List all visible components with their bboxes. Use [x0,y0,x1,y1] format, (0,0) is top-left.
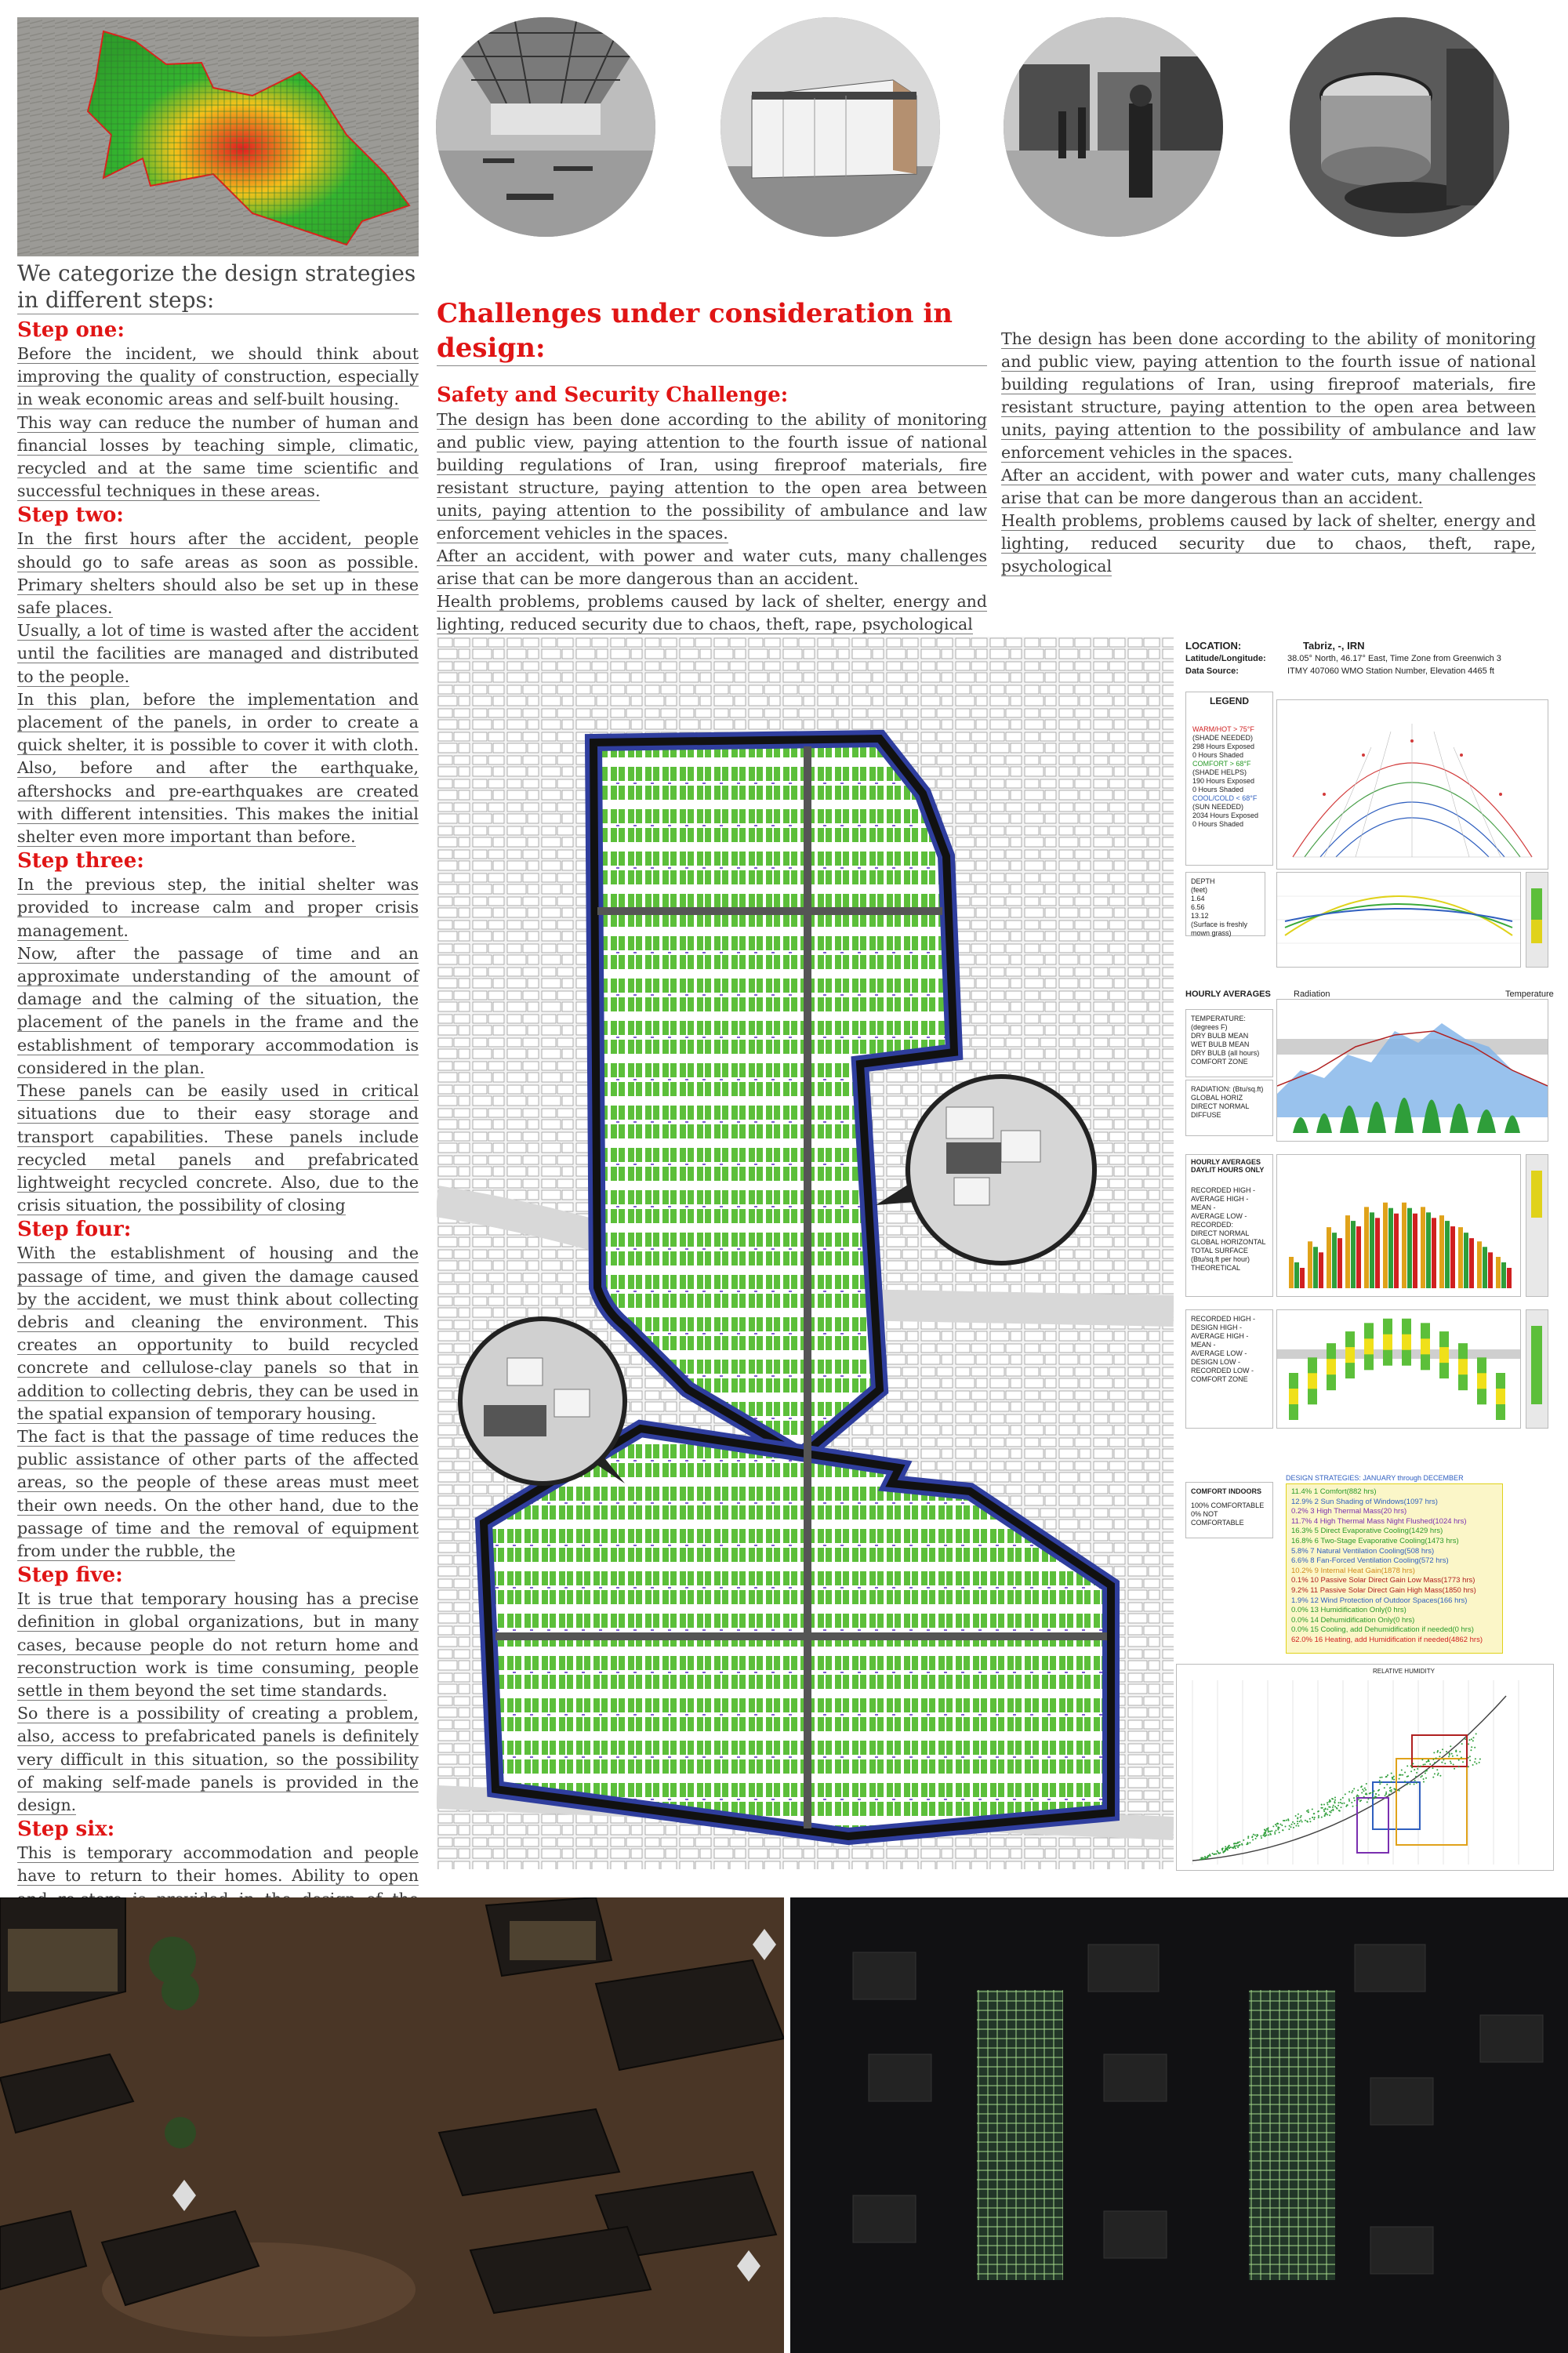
temperature-word: Temperature [1505,989,1554,999]
challenges-paragraph: The design has been done according to the ability of monitoring and public view, paying attention to the fourth issue of national building regulations of Iran, using fireproof materials, fire resistant structure, paying attention to the open area between units, paying attention to the possibility of ambulance and law enforcement vehicles in the spaces. [437,410,987,543]
legend-line: (SHADE HELPS) [1192,768,1247,776]
challenges-text [437,409,987,636]
legend-line: THEORETICAL [1191,1264,1241,1272]
step-paragraph: In the first hours after the accident, people should go to safe areas as soon as possible. Primary shelters should also be set up in these safe places. [17,529,419,618]
step-paragraph: So there is a possibility of creating a problem, also, access to prefabricated panels is definitely very difficult in this situation, so the possibility of making self-made panels is provided in the design. [17,1704,419,1814]
strategy-line: 0.0% 15 Cooling, add Dehumidification if needed(0 hrs) [1291,1625,1474,1635]
legend-line: (Btu/sq.ft per hour) [1191,1255,1250,1263]
range-scale [1526,1309,1548,1429]
temperature-mean-bar [1421,1338,1430,1354]
climate-analysis-panel [1176,637,1552,1869]
daylit-bar [1388,1208,1393,1288]
daylit-bar [1375,1218,1380,1288]
step-heading: Step five: [17,1563,123,1588]
temperature-range-chart [1276,1309,1521,1429]
legend-line: AVERAGE HIGH - [1191,1195,1249,1203]
container-unit-photo [720,17,940,237]
daylit-bar [1327,1227,1331,1288]
daylit-bar [1402,1203,1406,1288]
legend-line: COMFORT ZONE [1191,1058,1248,1066]
strategy-line: 1.9% 12 Wind Protection of Outdoor Spaces(166 hrs) [1291,1596,1468,1605]
daylit-bar [1469,1238,1474,1288]
legend-line: (SHADE NEEDED) [1192,734,1254,742]
step-body [17,528,419,848]
step-heading: Step six: [17,1817,115,1842]
legend-line: DRY BULB MEAN [1191,1032,1249,1040]
site-plan-graphic [437,637,1174,1869]
safety-subheading: Safety and Security Challenge: [437,383,789,407]
strategy-line: 16.8% 6 Two-Stage Evaporative Cooling(1473 hrs) [1291,1536,1459,1545]
legend-line: DIRECT NORMAL [1191,1102,1250,1110]
hall-interior-photo [436,17,655,237]
daylit-bar [1294,1262,1299,1288]
legend-line: RECORDED: [1191,1221,1234,1229]
step-body [17,1242,419,1563]
legend-line: COMFORT > 68°F [1192,760,1251,768]
daylit-bar [1300,1268,1305,1288]
step-paragraph: The fact is that the passage of time reduces the public assistance of other parts of the affected areas, so the people of these areas must meet their own needs. On the other hand, due to the passage of time and the removal of equipment from under the rubble, the [17,1426,419,1560]
design-steps-column [17,260,419,2025]
step-body [17,343,419,503]
step-heading: Step two: [17,503,124,528]
step-paragraph: Now, after the passage of time and an approximate understanding of the amount of damage and the calming of the situation, the placement of the panels in the frame and the establishment of temporary accommodation is considered in the plan. [17,943,419,1077]
legend-line: 1.64 [1191,895,1205,902]
daylit-bar [1356,1226,1361,1288]
step-paragraph: In the previous step, the initial shelter was provided to increase calm and proper crisis management. [17,875,419,940]
depth-legend [1185,872,1265,936]
daylit-bar [1289,1257,1294,1288]
temperature-mean-bar [1402,1334,1411,1350]
daylit-bar [1308,1241,1312,1288]
daylit-bar [1338,1238,1342,1288]
strategy-line: 0.1% 10 Passive Solar Direct Gain Low Mass(1773 hrs) [1291,1576,1475,1585]
legend-line: RECORDED LOW - [1191,1367,1254,1374]
daylit-bar [1483,1247,1487,1288]
daylit-bar [1496,1257,1501,1288]
legend-items [1192,725,1258,829]
source-row: Data Source: ITMY 407060 WMO Station Number, Elevation 4465 ft [1185,666,1494,676]
temperature-mean-bar [1496,1389,1505,1404]
strategy-line: 10.2% 9 Internal Heat Gain(1878 hrs) [1291,1566,1415,1575]
legend-line: DEPTH [1191,877,1215,885]
challenges-paragraph: Health problems, problems caused by lack of shelter, energy and lighting, reduced security due to chaos, theft, rape, psychological [437,592,987,634]
site-plan [437,637,1174,1869]
right-text-block [1001,328,1536,578]
step-paragraph: Before the incident, we should think about improving the quality of construction, especially in weak economic areas and self-built housing. [17,344,419,409]
strategy-line: 0.2% 3 High Thermal Mass(20 hrs) [1291,1507,1407,1516]
step-body [17,1588,419,1817]
temperature-range-legend [1185,1309,1273,1429]
latlong-row: Latitude/Longitude: 38.05° North, 46.17° East, Time Zone from Greenwich 3 [1185,654,1501,663]
step-paragraph: In this plan, before the implementation and placement of the panels, in order to create a quick shelter, it is possible to cover it with cloth. Also, before and after the earthquake, aftershocks and pre-earthquakes are created with different intensities. This makes the initial shelter even more important than before. [17,689,419,847]
legend-line: (feet) [1191,886,1208,894]
daylit-bar [1383,1203,1388,1288]
step-paragraph: These panels can be easily used in critical situations due to their easy storage and transport capabilities. These panels include recycled metal panels and prefabricated lightweight recycled concrete. Also, due to the crisis situation, the possibility of closing [17,1081,419,1215]
daylit-bar [1426,1212,1431,1288]
daylit-bar [1458,1227,1463,1288]
sun-path-chart [1276,699,1548,870]
strategy-line: 9.2% 11 Passive Solar Direct Gain High Mass(1850 hrs) [1291,1585,1476,1595]
legend-line: 298 Hours Exposed [1192,743,1255,750]
challenges-section [437,296,987,636]
right-paragraph: The design has been done according to the ability of monitoring and public view, paying attention to the fourth issue of national building regulations of Iran, using fireproof materials, fire resistant structure, paying attention to the open area between units, paying attention to the possibility of ambulance and law enforcement vehicles in the spaces. [1001,329,1536,462]
daylit-bar [1370,1212,1374,1288]
ground-temperature-chart [1276,872,1521,968]
legend-box [1185,692,1273,866]
legend-line: 13.12 [1191,912,1209,920]
callout-lower [458,1316,627,1486]
daylit-bar [1439,1215,1444,1288]
comfort-zone-band [1277,1349,1520,1359]
legend-line: DIFFUSE [1191,1111,1221,1119]
design-steps-intro: We categorize the design strategies in different steps: [17,260,419,314]
legend-line: 0 Hours Shaded [1192,820,1244,828]
legend-line: (Surface is freshly mown grass) [1191,921,1248,937]
daylit-bar [1345,1215,1350,1288]
daylit-bar [1421,1207,1425,1288]
radiation-legend [1185,1080,1273,1136]
relative-humidity-label: RELATIVE HUMIDITY [1373,1668,1435,1675]
strategy-line: 5.8% 7 Natural Ventilation Cooling(508 hrs) [1291,1546,1435,1556]
step-body [17,873,419,1217]
temperature-mean-bar [1477,1373,1486,1389]
strategy-line: 12.9% 2 Sun Shading of Windows(1097 hrs) [1291,1497,1438,1506]
temperature-legend [1185,1009,1273,1077]
street-scene-photo [1004,17,1223,237]
step-heading: Step one: [17,318,125,342]
legend-line: 2034 Hours Exposed [1192,812,1259,819]
legend-line: COOL/COLD < 68°F [1192,794,1258,802]
strategy-line: 11.7% 4 High Thermal Mass Night Flushed(1024 hrs) [1291,1516,1467,1526]
legend-line: WARM/HOT > 75°F [1192,725,1254,733]
night-camp-render-perspective [0,1897,784,2353]
right-paragraph: After an accident, with power and water cuts, many challenges arise that can be more dangerous than an accident. [1001,466,1536,507]
daylit-bar [1351,1221,1356,1288]
legend-line: 190 Hours Exposed [1192,777,1255,785]
daylit-bar [1507,1268,1512,1288]
daylit-legend: HOURLY AVERAGES DAYLIT HOURS ONLY RECORDED HIGH - AVERAGE HIGH - MEAN - AVERAGE LOW - RECORDED: DIRECT NORMAL GLOBAL HORIZONTAL TOTAL SURFACE (Btu/sq.ft per hour) THEORETICAL [1185,1154,1273,1297]
barrel-stove-photo [1290,17,1509,237]
temperature-mean-bar [1439,1347,1449,1363]
daylit-bar [1488,1252,1493,1288]
temperature-mean-bar [1289,1389,1298,1404]
step-heading: Step three: [17,849,144,873]
challenges-heading: Challenges under consideration in design: [437,296,987,366]
risk-map-image [17,17,419,256]
legend-line: GLOBAL HORIZ [1191,1094,1243,1102]
daylit-bar [1501,1262,1506,1288]
daylit-bar [1394,1214,1399,1288]
daylit-bar [1364,1207,1369,1288]
daylit-bar [1464,1233,1468,1288]
risk-map-graphic [17,17,419,256]
legend-line: DESIGN LOW - [1191,1358,1241,1366]
legend-line: DIRECT NORMAL [1191,1229,1250,1237]
strategy-line: 11.4% 1 Comfort(882 hrs) [1291,1487,1377,1496]
legend-line: GLOBAL HORIZONTAL [1191,1238,1266,1246]
legend-line: RECORDED HIGH - [1191,1315,1256,1323]
legend-line: AVERAGE HIGH - [1191,1332,1249,1340]
strategy-line: 62.0% 16 Heating, add Humidification if needed(4862 hrs) [1291,1635,1483,1644]
legend-line: 0 Hours Shaded [1192,786,1244,793]
strategy-line: 0.0% 14 Dehumidification Only(0 hrs) [1291,1615,1415,1625]
legend-line: RECORDED HIGH - [1191,1186,1256,1194]
comfort-indoors-box: COMFORT INDOORS 100% COMFORTABLE 0% NOT COMFORTABLE [1185,1482,1273,1538]
legend-line: AVERAGE LOW - [1191,1349,1247,1357]
night-camp-render-plan [790,1897,1568,2353]
daylit-scale [1526,1154,1548,1297]
strategy-line: 6.6% 8 Fan-Forced Ventilation Cooling(572 hrs) [1291,1556,1449,1566]
strategy-line: 0.0% 13 Humidification Only(0 hrs) [1291,1606,1406,1615]
legend-line: 6.56 [1191,903,1205,911]
challenges-paragraph: After an accident, with power and water cuts, many challenges arise that can be more dangerous than an accident. [437,546,987,588]
design-strategies-box [1286,1483,1503,1654]
daylit-bar [1319,1252,1323,1288]
step-paragraph: This way can reduce the number of human and financial losses by teaching simple, climatic, recycled and at the same time scientific and successful techniques in these areas. [17,412,419,501]
temperature-mean-bar [1345,1347,1355,1363]
location-row: LOCATION: Tabriz, -, IRN [1185,640,1365,652]
temperature-mean-bar [1458,1359,1468,1374]
legend-line: COMFORT ZONE [1191,1375,1248,1383]
psychrometric-chart [1176,1664,1554,1871]
step-paragraph: This is temporary accommodation and people have to return to their homes. Ability to open [17,1842,419,1934]
legend-line: RADIATION: (Btu/sq.ft) [1191,1085,1264,1093]
legend-line: DESIGN HIGH - [1191,1324,1243,1331]
daylit-bar [1445,1221,1450,1288]
temperature-mean-bar [1383,1334,1392,1350]
temperature-mean-bar [1327,1359,1336,1374]
legend-line: MEAN - [1191,1204,1216,1211]
legend-line: 0 Hours Shaded [1192,751,1244,759]
hourly-averages-title: HOURLY AVERAGES [1185,989,1271,999]
radiation-word: Radiation [1294,989,1330,999]
daylit-bar [1450,1226,1455,1288]
right-paragraph: Health problems, problems caused by lack of shelter, energy and lighting, reduced security due to chaos, theft, rape, psychological [1001,511,1536,576]
temperature-mean-bar [1308,1373,1317,1389]
step-paragraph: With the establishment of housing and the passage of time, and given the damage caused by the accident, we must think about collecting debris and cleaning the environment. This creates an opportunity to build recycled concrete and cellulose-clay panels so that in addition to collecting debris, they can be used in the spatial expansion of temporary housing. [17,1244,419,1423]
daylit-bar [1413,1214,1417,1288]
legend-line: DRY BULB (all hours) [1191,1049,1260,1057]
temperature-mean-bar [1364,1338,1374,1354]
step-paragraph: Usually, a lot of time is wasted after the accident until the facilities are managed and distributed to the people. [17,621,419,686]
legend-line: WET BULB MEAN [1191,1040,1250,1048]
step-paragraph: It is true that temporary housing has a precise definition in global organizations, but in many cases, because people do not return home and reconstruction work is time consuming, people settle in them beyond the set time standards. [17,1589,419,1700]
legend-line: MEAN - [1191,1341,1216,1349]
ground-temp-scale [1526,872,1548,968]
legend-line: (SUN NEEDED) [1192,803,1244,811]
daylit-bar [1477,1241,1482,1288]
step-heading: Step four: [17,1218,132,1242]
daylit-bar [1432,1218,1436,1288]
daylit-radiation-chart [1276,1154,1521,1297]
legend-line: AVERAGE LOW - [1191,1212,1247,1220]
hourly-averages-chart [1276,999,1548,1142]
daylit-bar [1407,1208,1412,1288]
legend-line: TOTAL SURFACE [1191,1247,1248,1255]
daylit-bar [1332,1233,1337,1288]
legend-title: LEGEND [1209,695,1249,706]
strategies-title: DESIGN STRATEGIES: JANUARY through DECEMBER [1286,1474,1464,1482]
legend-line: TEMPERATURE: (degrees F) [1191,1015,1246,1031]
steps-list [17,318,419,2025]
strategy-line: 16.3% 5 Direct Evaporative Cooling(1429 hrs) [1291,1527,1443,1536]
daylit-bar [1313,1247,1318,1288]
